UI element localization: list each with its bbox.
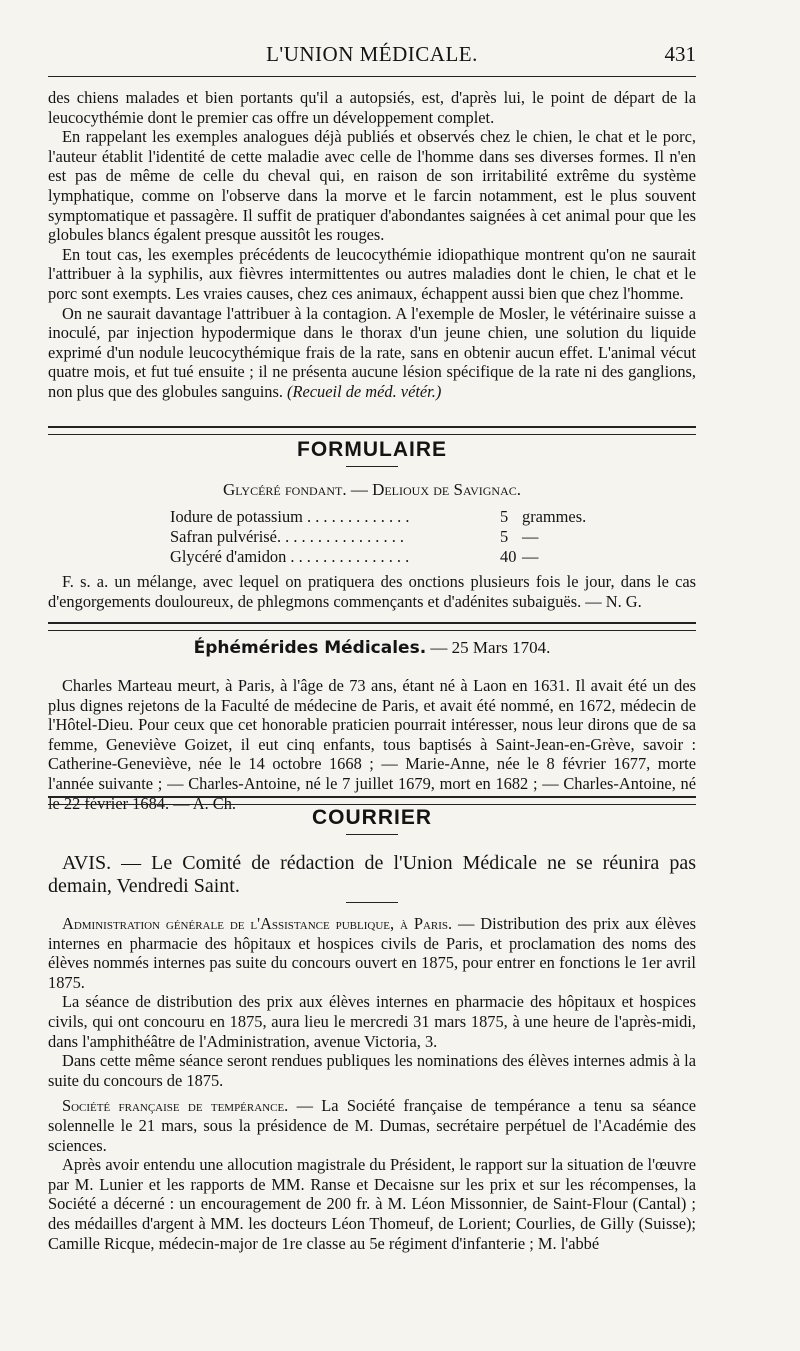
short-rule bbox=[346, 466, 398, 467]
page-header bbox=[48, 42, 696, 76]
ingredient-name: Iodure de potassium . . . . . . . . . . . . . bbox=[170, 507, 410, 526]
short-rule bbox=[346, 902, 398, 903]
formulaire-instructions: F. s. a. un mélange, avec lequel on pratiquera des onctions plusieurs fois le jour, dans le cas d'engorgements douloureux, de phlegmons commençants et d'adénites subaiguës. — N. G. bbox=[48, 572, 696, 611]
intro-citation: (Recueil de méd. vétér.) bbox=[287, 381, 442, 401]
ingredient-row bbox=[170, 527, 590, 547]
courrier-title: COURRIER bbox=[311, 806, 432, 829]
ingredient-qty: 40 bbox=[500, 547, 517, 566]
courrier-body bbox=[48, 914, 696, 1253]
intro-paragraph: En tout cas, les exemples précédents de leucocythémie idiopathique montrent qu'on ne saurait l'attribuer à la syphilis, aux fièvres intermittentes ou autres maladies dont le chien, le chat et le porc sont exempts. Les vraies causes, chez ces animaux, échappent aussi bien que chez l'homme. bbox=[48, 244, 696, 303]
nominations-paragraph: Dans cette même séance seront rendues publiques les nominations des élèves internes admis à la suite du concours de 1875. bbox=[48, 1051, 696, 1090]
ingredient-name: Glycéré d'amidon . . . . . . . . . . . . . . . bbox=[170, 547, 410, 566]
section-divider bbox=[48, 622, 696, 631]
admin-heading: Administration générale de l'Assistance publique, à Paris. bbox=[62, 914, 453, 933]
societe-paragraph bbox=[48, 1096, 696, 1155]
ingredient-qty: 5 bbox=[500, 527, 509, 546]
ingredient-unit: grammes. bbox=[522, 507, 587, 526]
ephemerides-title: Éphémérides Médicales. bbox=[193, 638, 427, 658]
running-title: L'UNION MÉDICALE. bbox=[266, 42, 478, 66]
ingredient-unit: — bbox=[522, 547, 539, 566]
ephemerides-heading bbox=[48, 638, 696, 658]
intro-paragraph bbox=[48, 304, 696, 402]
page-number: 431 bbox=[664, 42, 696, 66]
allocution-paragraph: Après avoir entendu une allocution magistrale du Président, le rapport sur la situation de l'œuvre par M. Lunier et les rapports de MM. Ranse et Decaisne sur les prix et sur les récompenses, la Société a décerné : un encouragement de 200 fr. à M. Léon Missonnier, de Saint-Flour (Cantal) ; des médailles d'argent à MM. les docteurs Léon Thomeuf, de Lorient; Courlies, de Gilly (Suisse); Camille Ricque, médecin-major de 1re classe au 5e régiment d'infanterie ; M. l'abbé bbox=[48, 1155, 696, 1253]
intro-article bbox=[48, 88, 696, 402]
intro-paragraph-text: On ne saurait davantage l'attribuer à la contagion. A l'exemple de Mosler, le vétérinaire suisse a inoculé, par injection hypodermique dans le thorax d'un jeune chien, une solution du liquide exprimé d'un nodule leucocythémique frais de la rate, sans en obtenir aucun effet. L'animal vécut quatre mois, et fut tué ensuite ; il ne présenta aucune lésion spécifique de la rate ni des ganglions, non plus que des globules sanguins. bbox=[48, 303, 696, 401]
section-divider bbox=[48, 796, 696, 805]
ephemerides-text: Charles Marteau meurt, à Paris, à l'âge de 73 ans, étant né à Laon en 1631. Il avait été un des plus dignes rejetons de la Faculté de médecine de Paris, et avait été nommé, en 1672, médecin de l'Hôtel-Dieu. Pour ceux que cet honorable praticien pourrait intéresser, nous leur dirons que de sa femme, Geneviève Goizet, il eut cinq enfants, tous baptisés à Saint-Jean-en-Grève, savoir : Catherine-Geneviève, née le 14 octobre 1668 ; — Marie-Anne, née le 8 février 1677, morte l'année suivante ; — Charles-Antoine, né le 7 juillet 1679, mort en 1682 ; — Charles-Antoine, né le 22 février 1684. — A. Ch. bbox=[48, 676, 696, 813]
ingredient-qty: 5 bbox=[500, 507, 509, 526]
avis-text: AVIS. — Le Comité de rédaction de l'Union Médicale ne se réunira pas demain, Vendredi Saint. bbox=[48, 852, 696, 897]
formulaire-title: FORMULAIRE bbox=[297, 438, 447, 461]
formulaire-instructions-block bbox=[48, 572, 696, 611]
ingredient-row bbox=[170, 507, 590, 527]
recipe-title: Glycéré fondant. — Delioux de Savignac. bbox=[223, 480, 521, 499]
societe-text: — La Société française de tempérance a tenu sa séance solennelle le 21 mars, sous la présidence de M. Dumas, secrétaire perpétuel de l'Académie des sciences. bbox=[48, 1096, 697, 1155]
seance-paragraph: La séance de distribution des prix aux élèves internes en pharmacie des hôpitaux et hospices civils, qui ont concouru en 1875, aura lieu le mercredi 31 mars 1875, à une heure de l'après-midi, dans l'amphithéâtre de l'Administration, avenue Victoria, 3. bbox=[48, 992, 696, 1051]
avis-block bbox=[48, 852, 696, 898]
ephemerides-block bbox=[48, 676, 696, 813]
ingredient-row bbox=[170, 547, 590, 567]
intro-paragraph: des chiens malades et bien portants qu'il a autopsiés, est, d'après lui, le point de départ de la leucocythémie dont le premier cas offre un développement complet. bbox=[48, 88, 696, 127]
section-divider bbox=[48, 426, 696, 435]
admin-paragraph bbox=[48, 914, 696, 992]
short-rule bbox=[346, 834, 398, 835]
societe-heading: Société française de tempérance. bbox=[62, 1096, 289, 1116]
admin-text: — Distribution des prix aux élèves internes en pharmacie des hôpitaux et hospices civils de Paris, et proclamation des noms des élèves nommés internes pas suite du concours ouvert en 1875, pour entrer en fonctions le 1er avril 1875. bbox=[48, 914, 696, 992]
ephemerides-date: — 25 Mars 1704. bbox=[430, 638, 551, 657]
header-rule bbox=[48, 76, 696, 77]
ingredient-unit: — bbox=[522, 527, 539, 546]
ingredient-name: Safran pulvérisé. . . . . . . . . . . . . . . . bbox=[170, 527, 404, 546]
intro-paragraph: En rappelant les exemples analogues déjà publiés et observés chez le chien, le chat et le porc, l'auteur établit l'identité de cette maladie avec celle de l'homme dans ses diverses formes. Il n'en est pas de même de celle du cheval qui, en raison de son irritabilité extrême du système lymphatique, comme on l'observe dans la morve et le farcin notamment, est le plus souvent symptomatique et passagère. Il suffit de pratiquer d'abondantes saignées à cet animal pour que les globules blancs égalent presque aussitôt les rouges. bbox=[48, 127, 696, 245]
